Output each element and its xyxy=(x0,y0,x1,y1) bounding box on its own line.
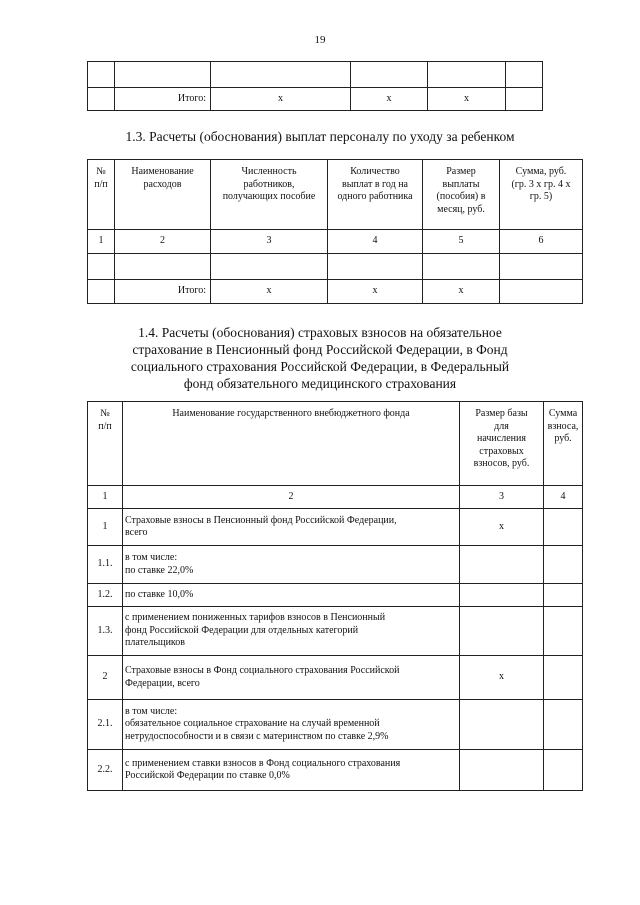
x-mark: х xyxy=(423,280,500,304)
x-mark: х xyxy=(351,88,428,111)
x-mark: х xyxy=(211,280,328,304)
base-value xyxy=(460,607,544,656)
row-number: 1.1. xyxy=(88,546,123,584)
base-value: х xyxy=(460,656,544,700)
total-label: Итого: xyxy=(115,280,211,304)
column-number: 5 xyxy=(423,230,500,254)
column-numbers-row xyxy=(88,230,583,254)
row-number: 2 xyxy=(88,656,123,700)
header-cell: Размер базы для начисления страховых взносов, руб. xyxy=(460,402,544,486)
table-row xyxy=(88,700,583,750)
fund-name: по ставке 10,0% xyxy=(123,584,460,607)
table-row xyxy=(88,88,543,111)
section-13-table xyxy=(87,159,583,304)
section-14-title: 1.4. Расчеты (обоснования) страховых взносов на обязательное страхование в Пенсионный фонд Российской Федерации, в Фонд социального страхования Российской Федерации, в Федеральный фонд обязательного медицинского страхования xyxy=(130,325,510,391)
row-number: 1 xyxy=(88,509,123,546)
header-cell: Сумма, руб. (гр. 3 х гр. 4 х гр. 5) xyxy=(500,160,583,230)
column-number: 3 xyxy=(211,230,328,254)
header-cell: Наименование расходов xyxy=(115,160,211,230)
sum-value xyxy=(544,656,583,700)
column-number: 1 xyxy=(88,230,115,254)
header-cell: № п/п xyxy=(88,160,115,230)
header-cell: № п/п xyxy=(88,402,123,486)
x-mark: х xyxy=(428,88,506,111)
column-numbers-row xyxy=(88,486,583,509)
sum-value xyxy=(544,750,583,791)
row-number: 1.3. xyxy=(88,607,123,656)
base-value xyxy=(460,750,544,791)
page-number: 19 xyxy=(314,34,326,46)
sum-value xyxy=(544,509,583,546)
total-row xyxy=(88,280,583,304)
base-value xyxy=(460,584,544,607)
column-number: 6 xyxy=(500,230,583,254)
row-number: 2.1. xyxy=(88,700,123,750)
column-number: 4 xyxy=(544,486,583,509)
x-mark: х xyxy=(211,88,351,111)
fund-name: в том числе: по ставке 22,0% xyxy=(123,546,460,584)
sum-value xyxy=(544,607,583,656)
base-value: х xyxy=(460,509,544,546)
header-cell: Наименование государственного внебюджетного фонда xyxy=(123,402,460,486)
table-row xyxy=(88,656,583,700)
x-mark: х xyxy=(328,280,423,304)
table-row xyxy=(88,584,583,607)
sum-value xyxy=(544,584,583,607)
column-number: 2 xyxy=(123,486,460,509)
row-number: 2.2. xyxy=(88,750,123,791)
header-cell: Численность работников, получающих пособие xyxy=(211,160,328,230)
sum-value xyxy=(544,546,583,584)
table-row xyxy=(88,509,583,546)
fund-name: Страховые взносы в Пенсионный фонд Российской Федерации, всего xyxy=(123,509,460,546)
header-cell: Количество выплат в год на одного работника xyxy=(328,160,423,230)
top-table xyxy=(87,61,543,111)
table-row xyxy=(88,607,583,656)
column-number: 4 xyxy=(328,230,423,254)
table-header-row xyxy=(88,402,583,486)
section-13-title: 1.3. Расчеты (обоснования) выплат персоналу по уходу за ребенком xyxy=(125,129,515,144)
column-number: 3 xyxy=(460,486,544,509)
header-cell: Размер выплаты (пособия) в месяц, руб. xyxy=(423,160,500,230)
section-14-table xyxy=(87,401,583,791)
row-number: 1.2. xyxy=(88,584,123,607)
sum-value xyxy=(544,700,583,750)
table-row xyxy=(88,254,583,280)
column-number: 2 xyxy=(115,230,211,254)
table-row xyxy=(88,750,583,791)
column-number: 1 xyxy=(88,486,123,509)
fund-name: в том числе: обязательное социальное страхование на случай временной нетрудоспособности и в связи с материнством по ставке 2,9% xyxy=(123,700,460,750)
table-row xyxy=(88,546,583,584)
total-label: Итого: xyxy=(115,88,211,111)
base-value xyxy=(460,700,544,750)
fund-name: с применением ставки взносов в Фонд социального страхования Российской Федерации по ставке 0,0% xyxy=(123,750,460,791)
header-cell: Сумма взноса, руб. xyxy=(544,402,583,486)
fund-name: с применением пониженных тарифов взносов в Пенсионный фонд Российской Федерации для отдельных категорий плательщиков xyxy=(123,607,460,656)
fund-name: Страховые взносы в Фонд социального страхования Российской Федерации, всего xyxy=(123,656,460,700)
table-header-row xyxy=(88,160,583,230)
table-row xyxy=(88,62,543,88)
base-value xyxy=(460,546,544,584)
